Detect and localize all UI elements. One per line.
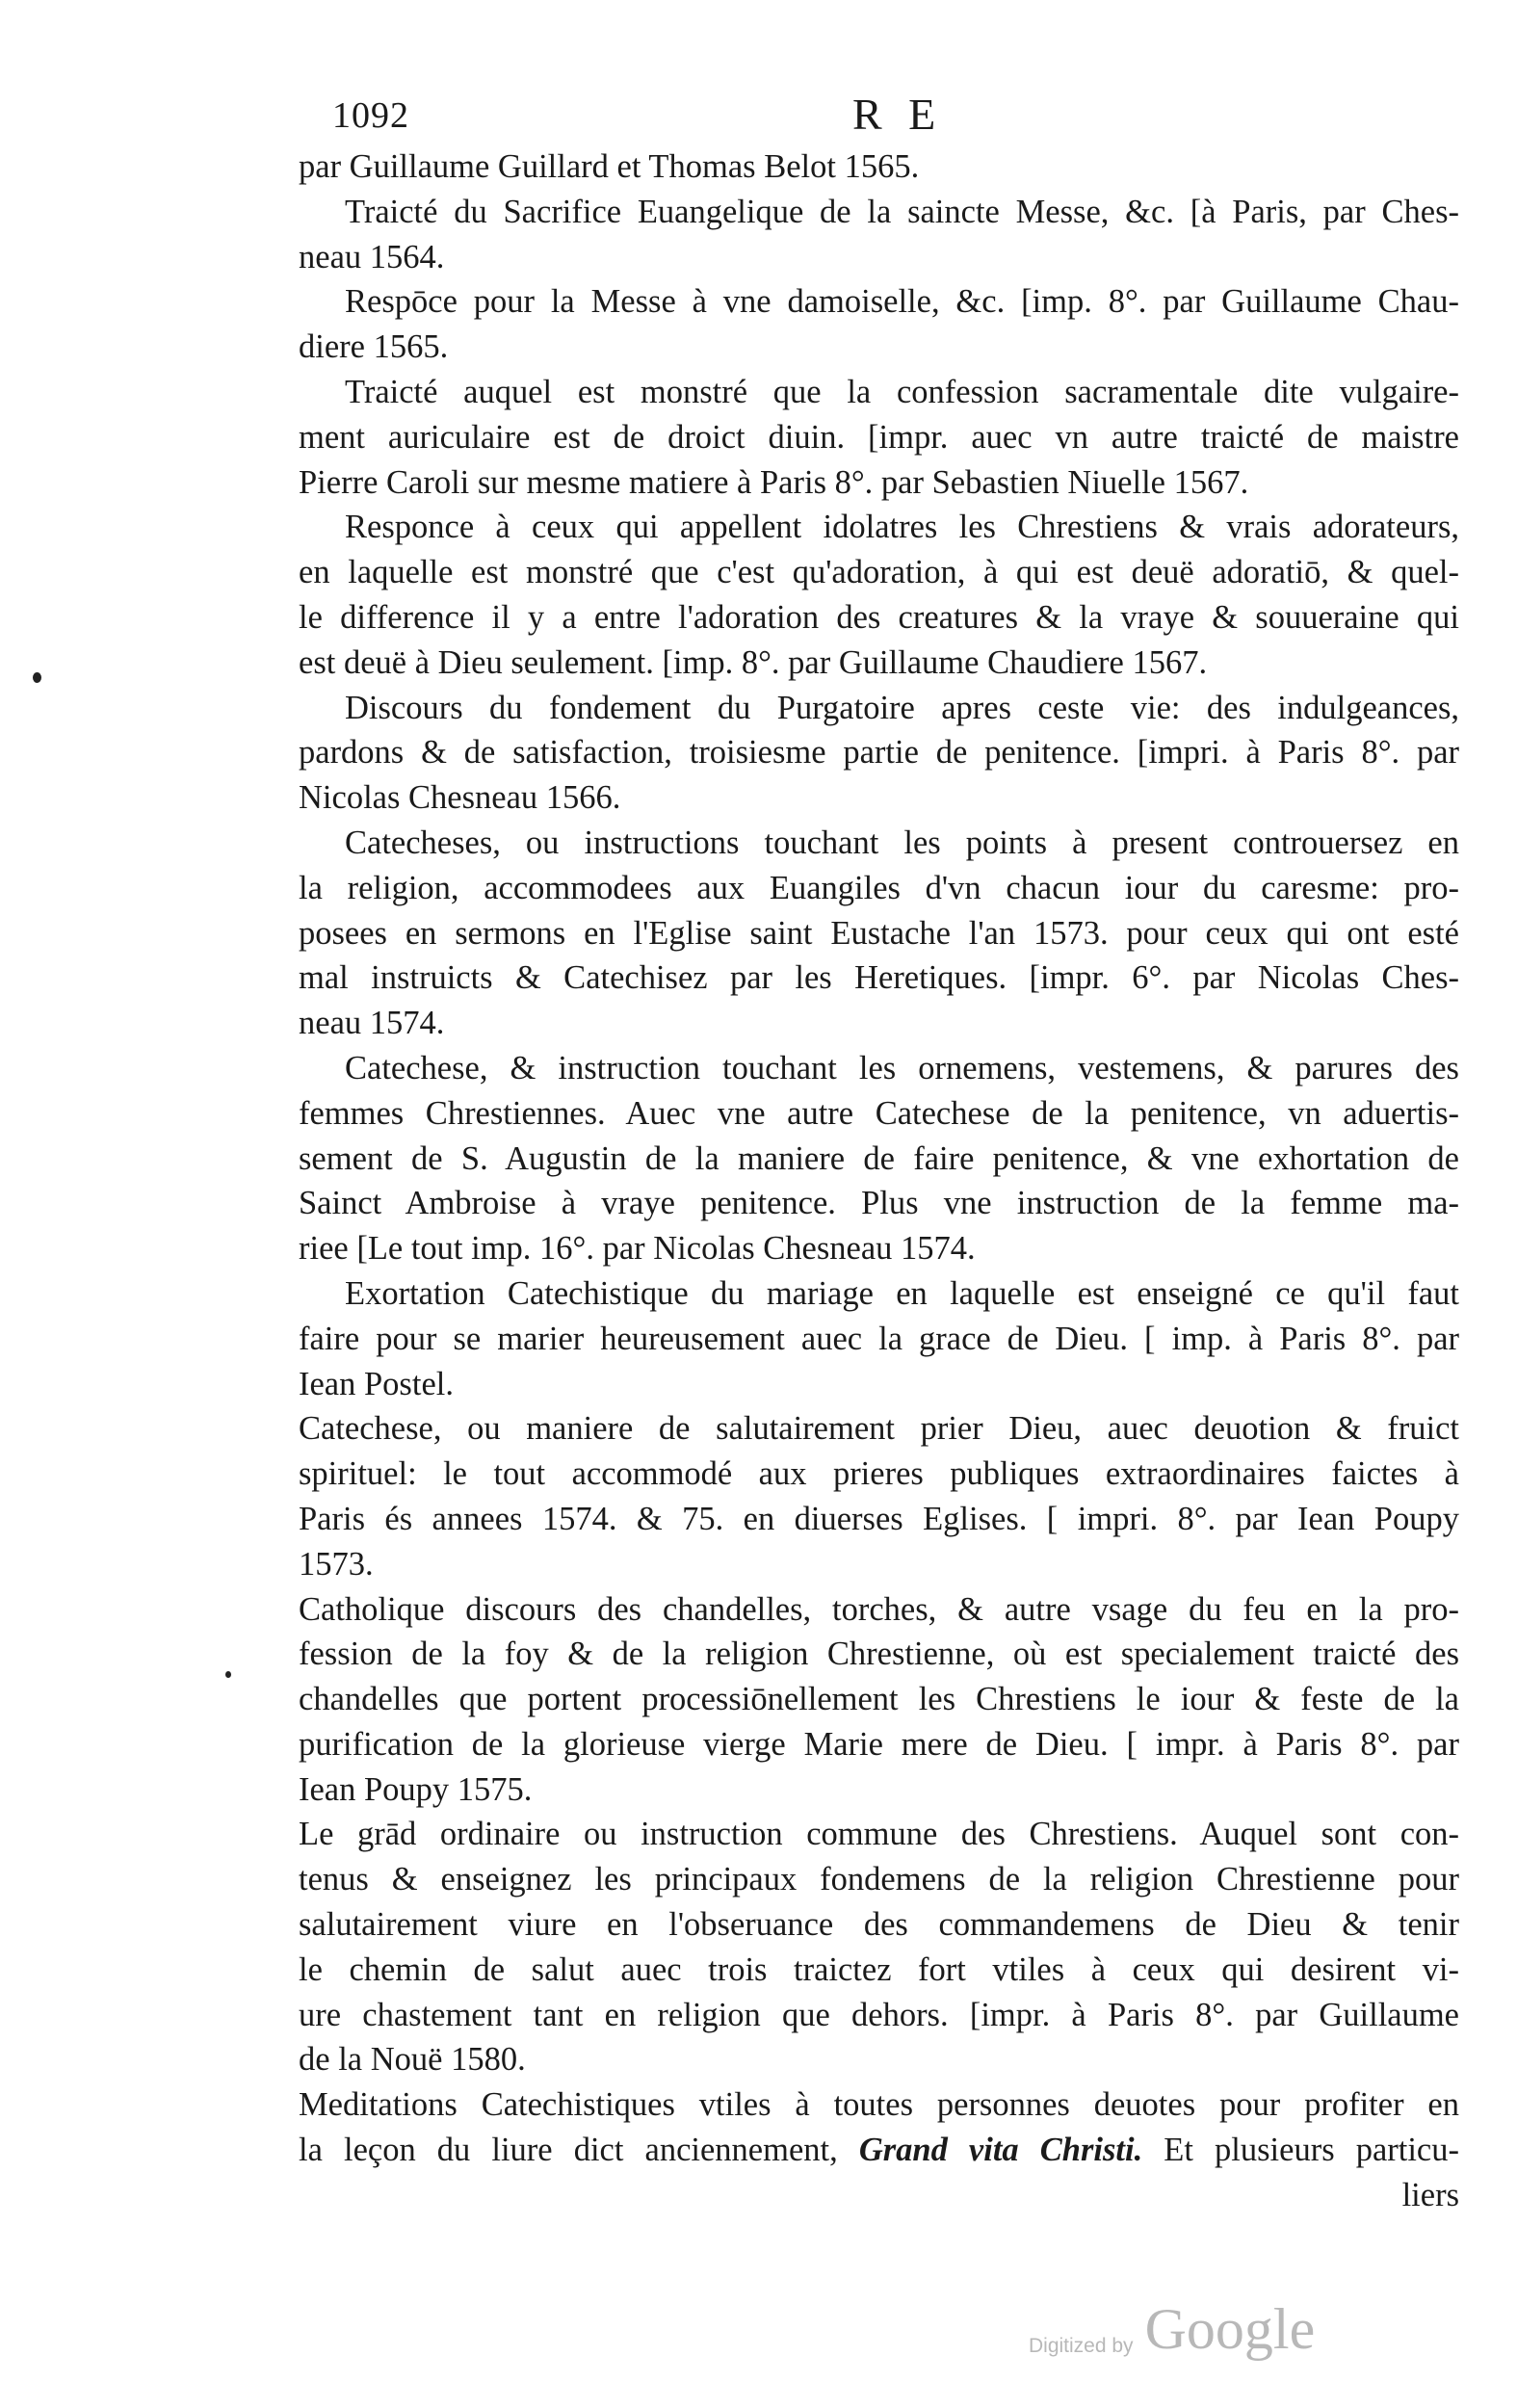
text-line: 1573. (299, 1545, 374, 1583)
text-line: neau 1564. (299, 238, 445, 275)
text-line: Responce à ceux qui appellent idolatres les Chrestiens & vrais adorateurs, (345, 509, 1459, 546)
running-head: R E (852, 90, 944, 139)
body-text (299, 144, 1459, 2218)
text-line: le difference il y a entre l'adoration des creatures & la vraye & souueraine qui (299, 598, 1459, 636)
text-line: femmes Chrestiennes. Auec vne autre Catechese de la penitence, vn aduertis- (299, 1094, 1459, 1132)
text-line: Catholique discours des chandelles, torches, & autre vsage du feu en la pro- (299, 1590, 1459, 1628)
text-line: faire pour se marier heureusement auec la grace de Dieu. [ imp. à Paris 8°. par (299, 1320, 1459, 1357)
text-line: Iean Poupy 1575. (299, 1770, 533, 1808)
text-line: Traicté du Sacrifice Euangelique de la saincte Messe, &c. [à Paris, par Ches- (345, 193, 1459, 230)
text-line: pardons & de satisfaction, troisiesme partie de penitence. [impri. à Paris 8°. par (299, 734, 1459, 772)
text-line: Exortation Catechistique du mariage en laquelle est enseigné ce qu'il faut (345, 1274, 1459, 1312)
watermark-digitized-by: Digitized by (1029, 2335, 1134, 2357)
text-line: est deuë à Dieu seulement. [imp. 8°. par Guillaume Chaudiere 1567. (299, 643, 1208, 681)
text-line: riee [Le tout imp. 16°. par Nicolas Chesneau 1574. (299, 1230, 976, 1268)
text-line: Nicolas Chesneau 1566. (299, 779, 621, 817)
text-line: la religion, accommodees aux Euangiles d'vn chacun iour du caresme: pro- (299, 869, 1459, 906)
text-line: Catechese, & instruction touchant les ornemens, vestemens, & parures des (345, 1049, 1459, 1086)
text-line: Meditations Catechistiques vtiles à toutes personnes deuotes pour profiter en (299, 2086, 1459, 2124)
digitized-by-google-watermark (1029, 2297, 1316, 2368)
text-line: liers (1401, 2176, 1459, 2213)
text-line: posees en sermons en l'Eglise saint Eustache l'an 1573. pour ceux qui ont esté (299, 914, 1459, 952)
margin-mark-dot (33, 672, 41, 683)
text-line: Sainct Ambroise à vraye penitence. Plus vne instruction de la femme ma- (299, 1185, 1459, 1222)
text-line: Respōce pour la Messe à vne damoiselle, &c. [imp. 8°. par Guillaume Chau- (345, 283, 1459, 321)
text-line: salutairement viure en l'obseruance des commandemens de Dieu & tenir (299, 1906, 1459, 1944)
text-line: Le grād ordinaire ou instruction commune des Chrestiens. Auquel sont con- (299, 1816, 1459, 1853)
text-line: le chemin de salut auec trois traictez fort vtiles à ceux qui desirent vi- (299, 1950, 1459, 1988)
text-line: Catechese, ou maniere de salutairement prier Dieu, auec deuotion & fruict (299, 1410, 1459, 1448)
text-line: ment auriculaire est de droict diuin. [impr. auec vn autre traicté de maistre (299, 418, 1459, 456)
text-line: ure chastement tant en religion que dehors. [impr. à Paris 8°. par Guillaume (299, 1996, 1459, 2033)
text-line: sement de S. Augustin de la maniere de faire penitence, & vne exhortation de (299, 1139, 1459, 1177)
margin-mark-dot (225, 1671, 231, 1678)
text-line: fession de la foy & de la religion Chrestienne, où est specialement traicté des (299, 1636, 1459, 1673)
text-line: Iean Postel. (299, 1365, 454, 1402)
text-line: Discours du fondement du Purgatoire apres ceste vie: des indulgeances, (345, 689, 1459, 726)
text-line: Traicté auquel est monstré que la confession sacramentale dite vulgaire- (345, 373, 1459, 410)
watermark-google-logo: Google (1144, 2297, 1316, 2361)
text-segment: Et plusieurs particu- (1142, 2132, 1459, 2169)
text-line: en laquelle est monstré que c'est qu'adoration, à qui est deuë adoratiō, & quel- (299, 554, 1459, 591)
text-line: de la Nouë 1580. (299, 2041, 526, 2079)
text-line: tenus & enseignez les principaux fondemens de la religion Chrestienne pour (299, 1861, 1459, 1898)
text-line: Catecheses, ou instructions touchant les points à present controuersez en (345, 824, 1459, 861)
text-line: mal instruicts & Catechisez par les Heretiques. [impr. 6°. par Nicolas Ches- (299, 959, 1459, 997)
page-header (332, 89, 1454, 146)
text-line: chandelles que portent processiōnellement les Chrestiens le iour & feste de la (299, 1681, 1459, 1718)
text-segment: la leçon du liure dict anciennement, (299, 2132, 859, 2169)
text-line: Pierre Caroli sur mesme matiere à Paris 8°. par Sebastien Niuelle 1567. (299, 463, 1249, 501)
text-line: par Guillaume Guillard et Thomas Belot 1565. (299, 148, 920, 185)
text-line: spirituel: le tout accommodé aux prieres publiques extraordinaires faictes à (299, 1455, 1459, 1493)
text-line: neau 1574. (299, 1005, 445, 1042)
text-line: purification de la glorieuse vierge Marie mere de Dieu. [ impr. à Paris 8°. par (299, 1725, 1459, 1763)
italic-title: Grand vita Christi. (858, 2132, 1143, 2169)
text-line (299, 2128, 1459, 2173)
text-line: diere 1565. (299, 328, 449, 366)
page-number: 1092 (332, 95, 409, 136)
text-line: Paris és annees 1574. & 75. en diuerses Eglises. [ impri. 8°. par Iean Poupy (299, 1500, 1459, 1537)
